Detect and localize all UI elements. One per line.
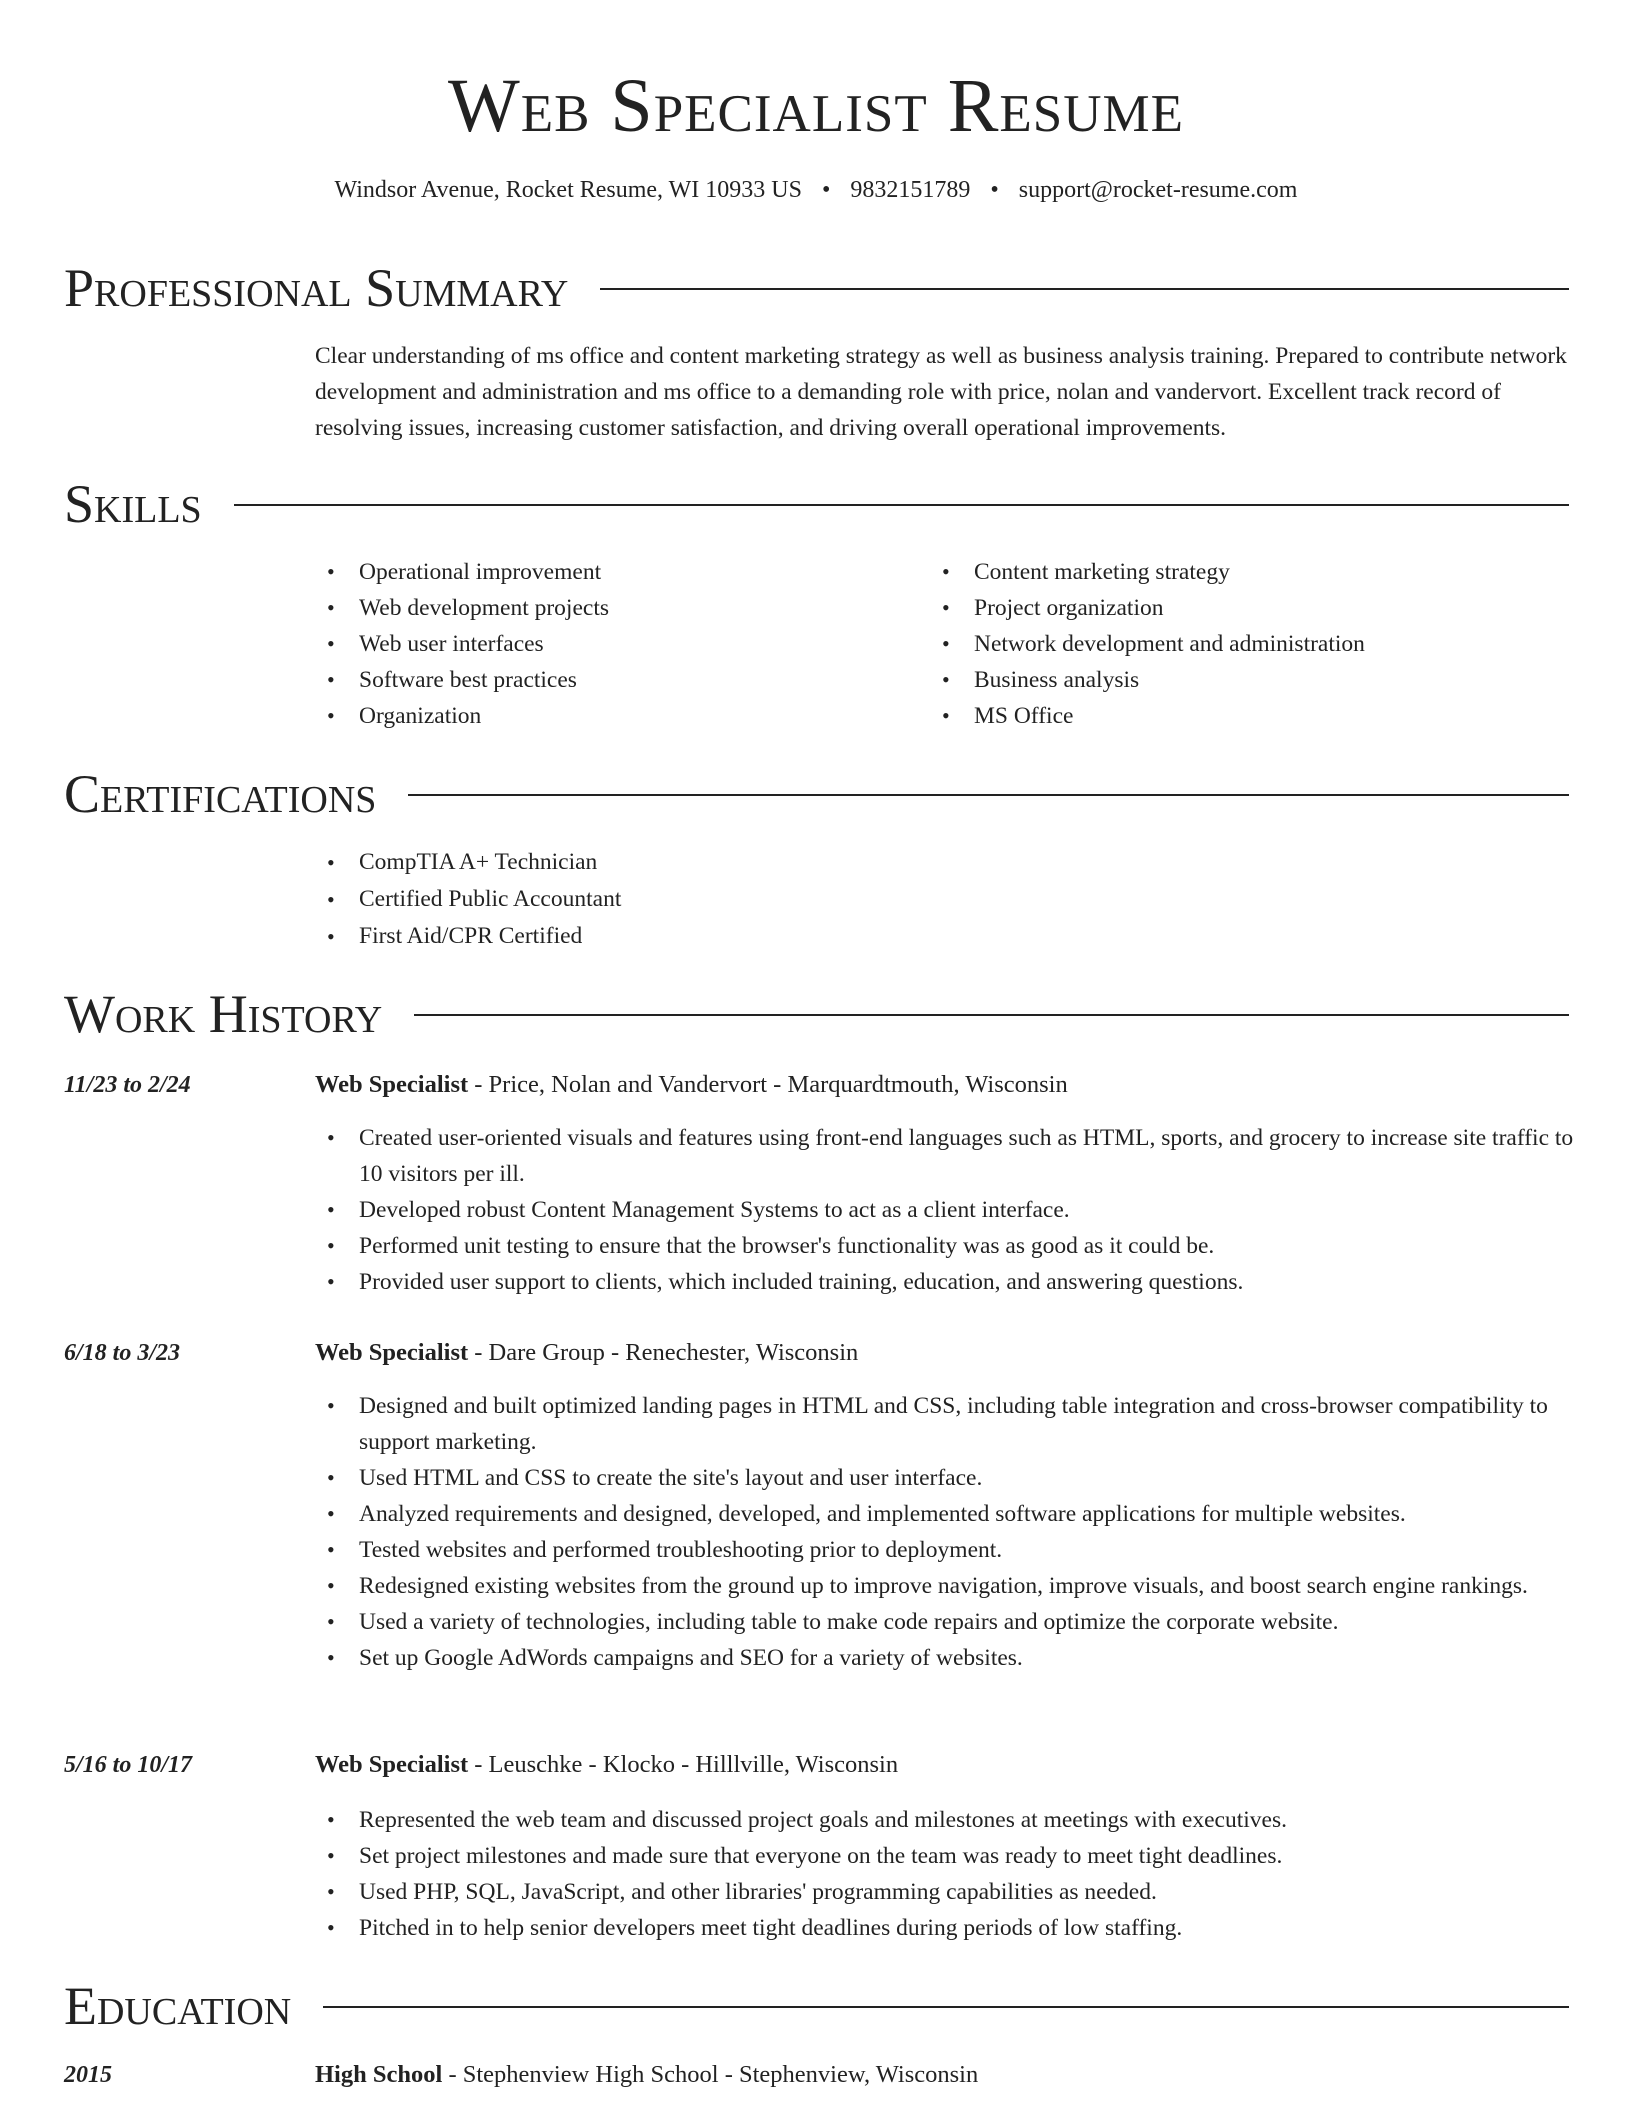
- job-header: [315, 1068, 1068, 1102]
- job-bullets: [315, 1120, 1575, 1300]
- job-bullet: • Designed and built optimized landing pages in HTML and CSS, including table integration and cross-browser compatibility to support marketing.: [315, 1388, 1575, 1460]
- job-bullet: • Redesigned existing websites from the ground up to improve navigation, improve visuals, and boost search engine rankings.: [315, 1568, 1575, 1604]
- contact-info: [0, 174, 1632, 206]
- job-employer: - Price, Nolan and Vandervort - Marquardtmouth, Wisconsin: [468, 1071, 1068, 1098]
- resume-title: Web Specialist Resume: [447, 64, 1185, 148]
- job-header: [315, 1336, 858, 1370]
- contact-separator: •: [990, 177, 999, 203]
- contact-phone: 9832151789: [850, 177, 971, 203]
- skill-item: • Business analysis: [930, 662, 1570, 698]
- skills-list-right: [930, 554, 1570, 734]
- job-employer: - Leuschke - Klocko - Hilllville, Wisconsin: [468, 1751, 899, 1778]
- job-employer: - Dare Group - Renechester, Wisconsin: [468, 1339, 859, 1366]
- job-dates: 11/23 to 2/24: [64, 1072, 191, 1098]
- skill-item: • Operational improvement: [315, 554, 915, 590]
- skill-item: • Web user interfaces: [315, 626, 915, 662]
- job-title: Web Specialist: [315, 1751, 469, 1778]
- section-divider: [408, 794, 1569, 796]
- contact-separator: •: [821, 177, 831, 203]
- section-divider: [414, 1014, 1569, 1016]
- job-title: Web Specialist: [315, 1339, 469, 1366]
- job-dates: 5/16 to 10/17: [64, 1752, 193, 1778]
- job-bullets: [315, 1802, 1575, 1946]
- job-bullet: • Used a variety of technologies, including table to make code repairs and optimize the corporate website.: [315, 1604, 1575, 1640]
- skill-item: • Software best practices: [315, 662, 915, 698]
- section-professional-summary: [64, 254, 1569, 322]
- section-heading-summary: Professional Summary: [64, 258, 569, 318]
- job-bullet: • Used PHP, SQL, JavaScript, and other libraries' programming capabilities as needed.: [315, 1874, 1575, 1910]
- job-bullet: • Performed unit testing to ensure that the browser's functionality was as good as it could be.: [315, 1228, 1575, 1264]
- job-bullet: • Used HTML and CSS to create the site's layout and user interface.: [315, 1460, 1575, 1496]
- job-bullets: [315, 1388, 1575, 1676]
- skill-item: • Content marketing strategy: [930, 554, 1570, 590]
- job-bullet: • Developed robust Content Management Systems to act as a client interface.: [315, 1192, 1575, 1228]
- skill-item: • Network development and administration: [930, 626, 1570, 662]
- education-year: 2015: [64, 2062, 112, 2088]
- skill-item: • Web development projects: [315, 590, 915, 626]
- summary-text: Clear understanding of ms office and content marketing strategy as well as business analysis training. Prepared to contribute network development and administration and ms office to a demanding role with price, nolan and vandervort. Excellent track record of resolving issues, increasing customer satisfaction, and driving overall operational improvements.: [315, 343, 1567, 441]
- skills-list-left: [315, 554, 915, 734]
- job-header: [315, 1748, 898, 1782]
- job-bullet: • Analyzed requirements and designed, developed, and implemented software applications for multiple websites.: [315, 1496, 1575, 1532]
- job-bullet: • Set up Google AdWords campaigns and SEO for a variety of websites.: [315, 1640, 1575, 1676]
- section-certifications: [64, 760, 1569, 828]
- section-heading-education: Education: [64, 1976, 292, 2036]
- section-work-history: [64, 980, 1569, 1048]
- job-title: Web Specialist: [315, 1071, 469, 1098]
- section-heading-skills: Skills: [64, 474, 202, 534]
- education-entry: [315, 2058, 978, 2092]
- education-school: - Stephenview High School - Stephenview, Wisconsin: [442, 2061, 979, 2088]
- section-divider: [323, 2006, 1569, 2008]
- skill-item: • Organization: [315, 698, 915, 734]
- section-heading-work-history: Work History: [64, 984, 383, 1044]
- job-bullet: • Created user-oriented visuals and features using front-end languages such as HTML, sports, and grocery to increase site traffic to 10 visitors per ill.: [315, 1120, 1575, 1192]
- section-divider: [600, 288, 1569, 290]
- section-heading-certifications: Certifications: [64, 764, 377, 824]
- job-bullet: • Tested websites and performed troubleshooting prior to deployment.: [315, 1532, 1575, 1568]
- section-education: [64, 1972, 1569, 2040]
- job-bullet: • Represented the web team and discussed project goals and milestones at meetings with executives.: [315, 1802, 1575, 1838]
- education-degree: High School: [315, 2061, 443, 2088]
- skill-item: • MS Office: [930, 698, 1570, 734]
- section-skills: [64, 470, 1569, 538]
- certifications-list: [315, 844, 1565, 955]
- certification-item: • Certified Public Accountant: [315, 881, 1565, 918]
- certification-item: • First Aid/CPR Certified: [315, 918, 1565, 955]
- job-bullet: • Pitched in to help senior developers meet tight deadlines during periods of low staffing.: [315, 1910, 1575, 1946]
- contact-email: support@rocket-resume.com: [1018, 177, 1298, 203]
- job-bullet: • Set project milestones and made sure that everyone on the team was ready to meet tight deadlines.: [315, 1838, 1575, 1874]
- contact-address: Windsor Avenue, Rocket Resume, WI 10933 US: [334, 177, 802, 203]
- job-dates: 6/18 to 3/23: [64, 1340, 181, 1366]
- job-bullet: • Provided user support to clients, which included training, education, and answering questions.: [315, 1264, 1575, 1300]
- section-divider: [234, 504, 1569, 506]
- skill-item: • Project organization: [930, 590, 1570, 626]
- certification-item: • CompTIA A+ Technician: [315, 844, 1565, 881]
